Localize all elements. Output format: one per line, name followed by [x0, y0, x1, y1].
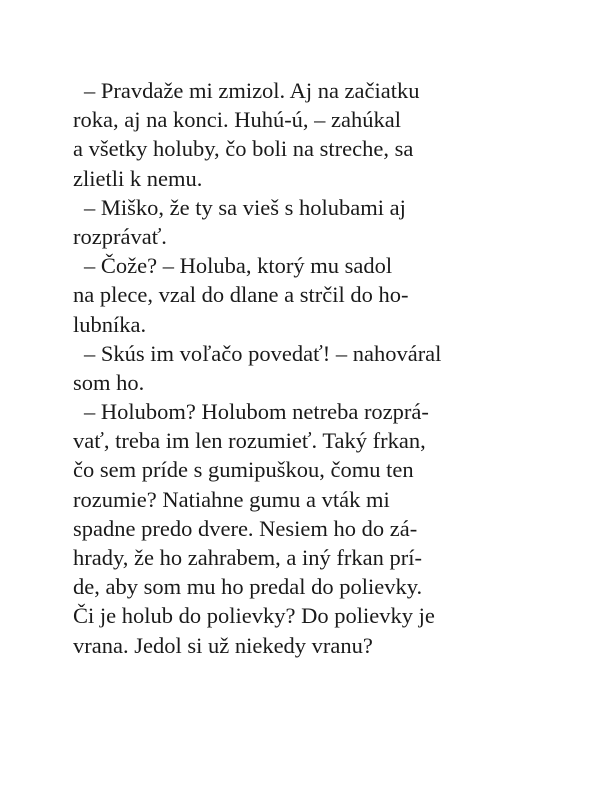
text-line: zlietli k nemu. — [73, 165, 203, 191]
body-text — [73, 76, 543, 660]
text-line: roka, aj na konci. Huhú-ú, – zahúkal — [73, 107, 402, 133]
text-line: – Miško, že ty sa vieš s holubami aj — [84, 194, 406, 220]
text-line: vať, treba im len rozumieť. Taký frkan, — [73, 428, 426, 454]
text-line: čo sem príde s gumipuškou, čomu ten — [73, 457, 414, 483]
text-line: Či je holub do polievky? Do polievky je — [73, 603, 435, 629]
text-line: rozprávať. — [73, 223, 167, 249]
text-line: – Skús im voľačo povedať! – nahováral — [84, 340, 442, 366]
text-line: vrana. Jedol si už niekedy vranu? — [73, 632, 373, 658]
text-line: – Holubom? Holubom netreba rozprá- — [84, 399, 429, 425]
text-line: na plece, vzal do dlane a strčil do ho- — [73, 282, 409, 308]
text-line: – Čože? – Holuba, ktorý mu sadol — [84, 253, 393, 279]
text-line: de, aby som mu ho predal do polievky. — [73, 574, 423, 600]
text-line: – Pravdaže mi zmizol. Aj na začiatku — [84, 78, 420, 103]
text-line: spadne predo dvere. Nesiem ho do zá- — [73, 515, 418, 541]
text-line: hrady, že ho zahrabem, a iný frkan prí- — [73, 545, 423, 570]
text-line: rozumie? Natiahne gumu a vták mi — [73, 486, 390, 512]
text-line: a všetky holuby, čo boli na streche, sa — [73, 136, 414, 162]
text-line: som ho. — [73, 369, 145, 395]
text-line: lubníka. — [73, 311, 147, 337]
